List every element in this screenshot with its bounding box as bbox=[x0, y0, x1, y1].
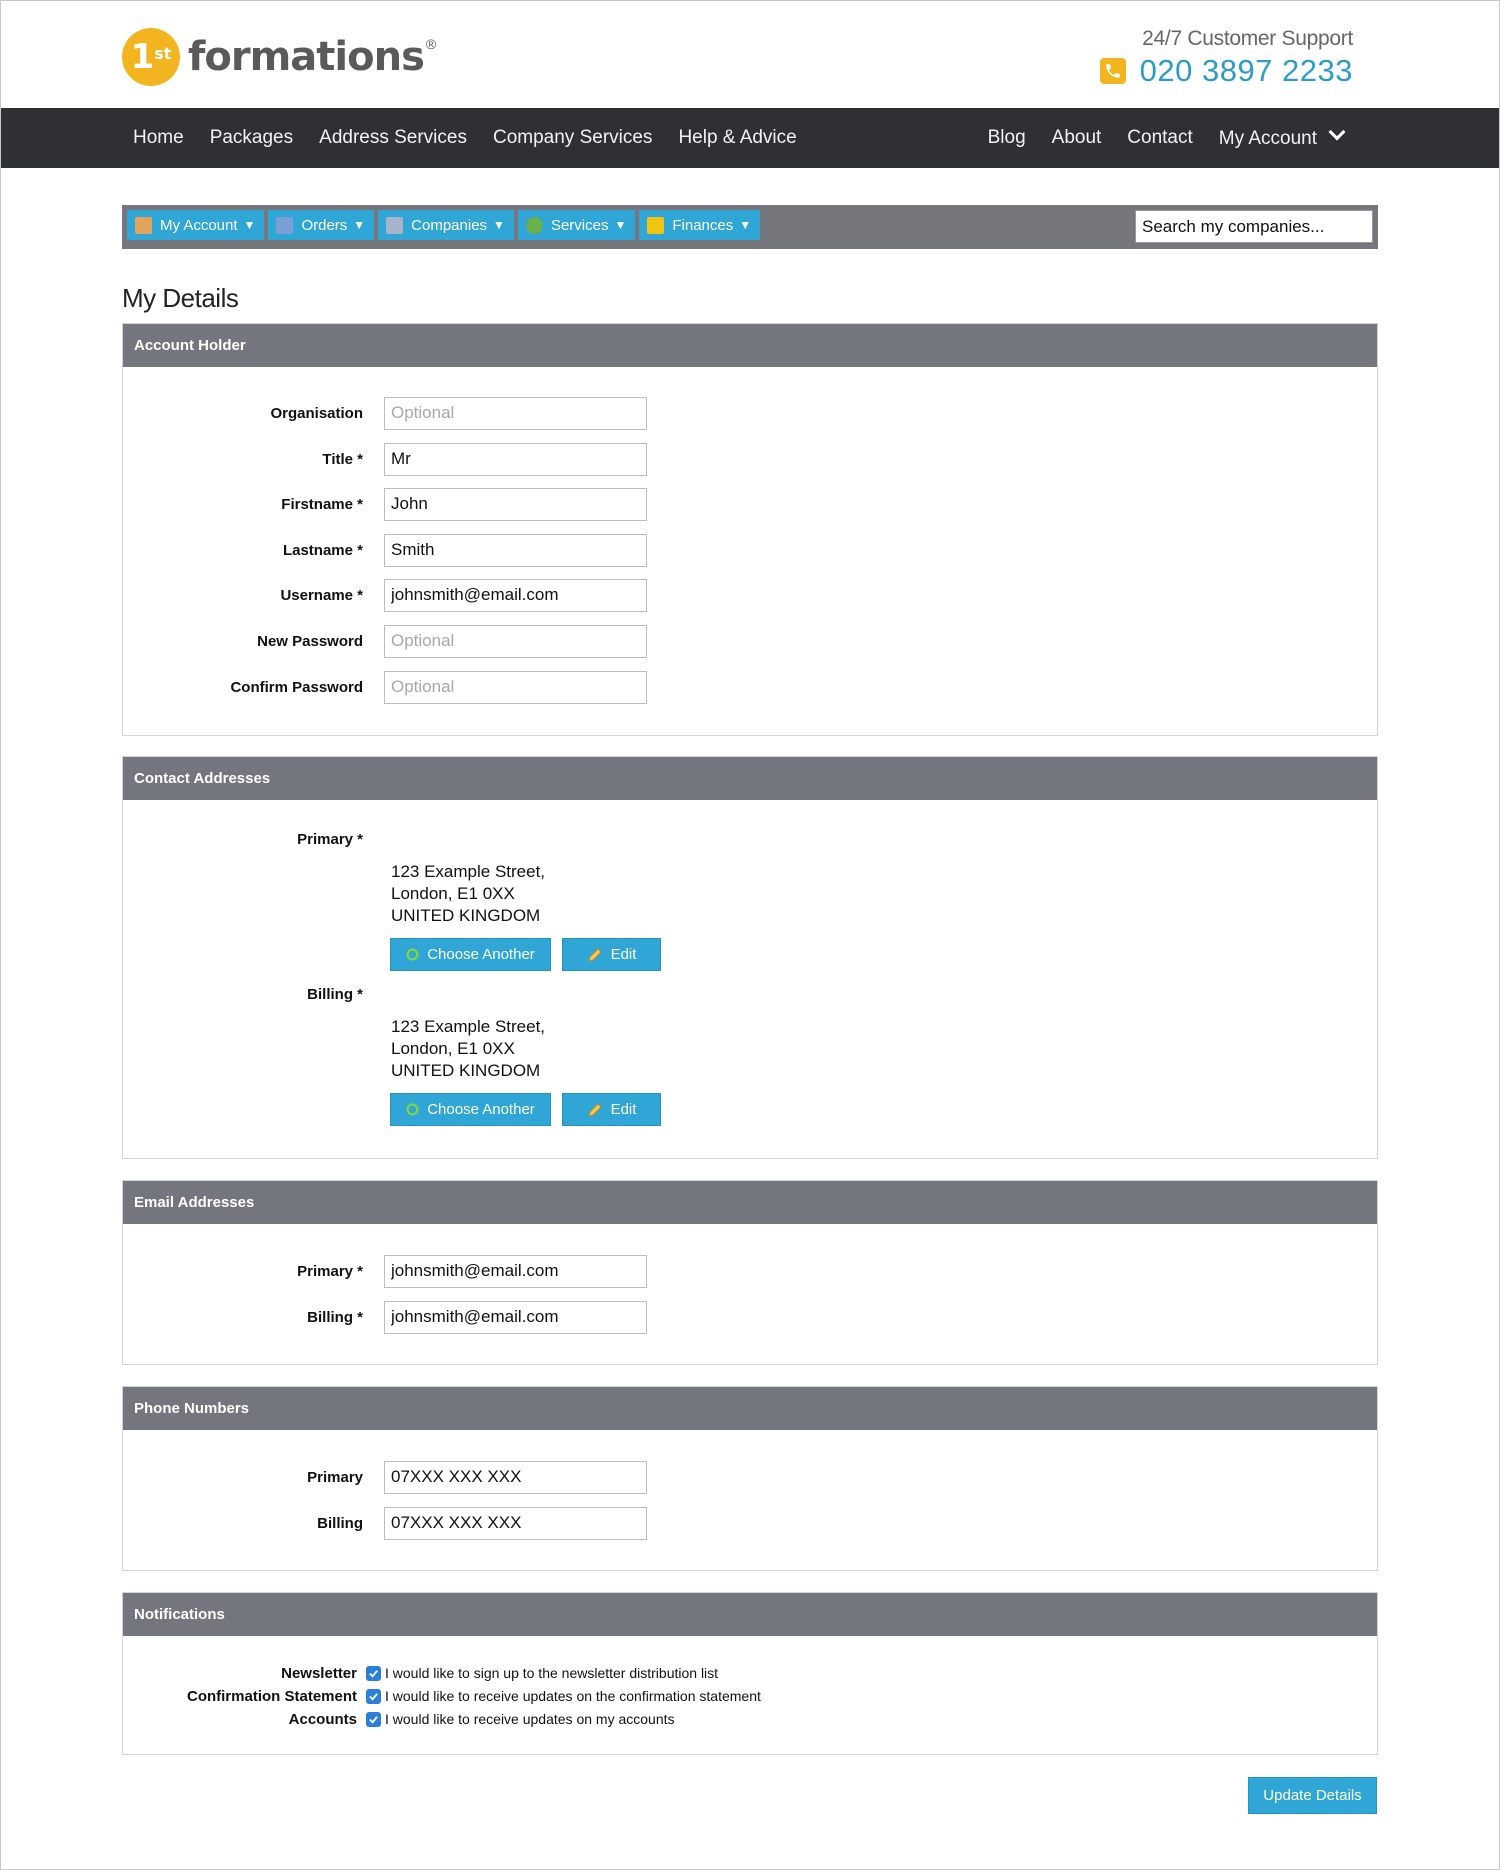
phone-numbers-panel bbox=[122, 1386, 1378, 1571]
confirmation-statement-label: Confirmation Statement bbox=[186, 1687, 357, 1705]
logo-wordmark: formations bbox=[188, 34, 424, 80]
newsletter-checkbox[interactable] bbox=[366, 1666, 381, 1681]
logo-badge bbox=[122, 28, 180, 86]
title-input[interactable] bbox=[384, 443, 647, 476]
customer-support bbox=[1100, 27, 1353, 89]
primary-choose-another-button[interactable] bbox=[390, 938, 551, 971]
account-holder-panel bbox=[122, 323, 1378, 736]
refresh-icon bbox=[406, 1103, 419, 1116]
update-details-button[interactable]: Update Details bbox=[1248, 1777, 1377, 1814]
support-phone-number[interactable]: 020 3897 2233 bbox=[1139, 53, 1353, 88]
pencil-icon bbox=[587, 1102, 603, 1118]
billing-edit-button[interactable] bbox=[562, 1093, 661, 1126]
email-addresses-heading: Email Addresses bbox=[123, 1181, 1377, 1224]
choose-another-label: Choose Another bbox=[427, 1101, 535, 1118]
nav-help-advice[interactable]: Help & Advice bbox=[678, 127, 797, 148]
brand-logo[interactable] bbox=[122, 26, 436, 88]
nav-blog[interactable]: Blog bbox=[987, 127, 1026, 148]
username-input[interactable] bbox=[384, 579, 647, 612]
newsletter-label: Newsletter bbox=[281, 1664, 357, 1682]
address-line: London, E1 0XX bbox=[391, 1039, 515, 1058]
accounts-label: Accounts bbox=[288, 1710, 357, 1728]
accounts-text: I would like to receive updates on my accounts bbox=[385, 1711, 675, 1727]
account-holder-heading: Account Holder bbox=[123, 324, 1377, 367]
phone-numbers-heading: Phone Numbers bbox=[123, 1387, 1377, 1430]
dropdown-arrow-icon: ▼ bbox=[739, 218, 752, 232]
new-password-label: New Password bbox=[257, 632, 363, 650]
main-navigation bbox=[1, 108, 1499, 168]
edit-label: Edit bbox=[610, 946, 637, 963]
notifications-panel bbox=[122, 1592, 1378, 1755]
choose-another-label: Choose Another bbox=[427, 946, 535, 963]
dropdown-arrow-icon: ▼ bbox=[493, 218, 505, 232]
primary-phone-input[interactable] bbox=[384, 1461, 647, 1494]
gear-icon bbox=[526, 217, 543, 234]
new-password-input[interactable] bbox=[384, 625, 647, 658]
lastname-label: Lastname * bbox=[282, 541, 363, 559]
user-icon bbox=[135, 217, 152, 234]
confirm-password-input[interactable] bbox=[384, 671, 647, 704]
menu-services-label: Services bbox=[550, 216, 609, 234]
email-addresses-panel bbox=[122, 1180, 1378, 1365]
newsletter-text: I would like to sign up to the newsletter distribution list bbox=[385, 1665, 719, 1681]
logo-suffix: st bbox=[154, 43, 172, 63]
nav-my-account[interactable] bbox=[1219, 126, 1343, 150]
nav-packages[interactable]: Packages bbox=[209, 127, 294, 148]
username-label: Username * bbox=[280, 586, 363, 604]
dropdown-arrow-icon: ▼ bbox=[243, 218, 256, 232]
firstname-label: Firstname * bbox=[281, 495, 363, 513]
menu-my-account[interactable] bbox=[127, 210, 264, 240]
edit-label: Edit bbox=[610, 1101, 637, 1118]
billing-phone-label: Billing bbox=[317, 1514, 363, 1532]
billing-email-label: Billing * bbox=[307, 1308, 363, 1326]
accounts-checkbox[interactable] bbox=[366, 1712, 381, 1727]
chevron-down-icon bbox=[1329, 124, 1346, 141]
confirmation-statement-checkbox[interactable] bbox=[366, 1689, 381, 1704]
account-toolbar bbox=[122, 205, 1378, 249]
confirm-password-label: Confirm Password bbox=[230, 678, 363, 696]
lastname-input[interactable] bbox=[384, 534, 647, 567]
billing-choose-another-button[interactable] bbox=[390, 1093, 551, 1126]
menu-companies[interactable] bbox=[378, 210, 514, 240]
dropdown-arrow-icon: ▼ bbox=[353, 218, 366, 232]
logo-number: 1 bbox=[130, 37, 155, 77]
primary-email-label: Primary * bbox=[297, 1262, 363, 1280]
nav-contact[interactable]: Contact bbox=[1127, 127, 1193, 148]
nav-address-services[interactable]: Address Services bbox=[319, 127, 467, 148]
primary-address bbox=[391, 861, 545, 927]
organisation-input[interactable] bbox=[384, 397, 647, 430]
billing-email-input[interactable] bbox=[384, 1301, 647, 1334]
support-label: 24/7 Customer Support bbox=[1142, 27, 1353, 50]
nav-home[interactable]: Home bbox=[133, 127, 184, 148]
pencil-icon bbox=[587, 947, 603, 963]
menu-my-account-label: My Account bbox=[160, 216, 238, 234]
contact-addresses-panel bbox=[122, 756, 1378, 1159]
logo-registered-mark: ® bbox=[425, 36, 437, 52]
billing-address-label: Billing * bbox=[307, 985, 363, 1003]
primary-email-input[interactable] bbox=[384, 1255, 647, 1288]
organisation-label: Organisation bbox=[270, 404, 363, 422]
menu-finances[interactable] bbox=[639, 210, 760, 240]
address-line: 123 Example Street, bbox=[391, 1017, 546, 1036]
address-line: 123 Example Street, bbox=[391, 862, 546, 881]
nav-about[interactable]: About bbox=[1051, 127, 1102, 148]
menu-services[interactable] bbox=[518, 210, 635, 240]
billing-address bbox=[391, 1016, 545, 1082]
phone-icon bbox=[1100, 58, 1126, 84]
primary-address-label: Primary * bbox=[297, 830, 363, 848]
refresh-icon bbox=[406, 948, 419, 961]
address-line: UNITED KINGDOM bbox=[391, 906, 541, 925]
contact-addresses-heading: Contact Addresses bbox=[123, 757, 1377, 800]
primary-edit-button[interactable] bbox=[562, 938, 661, 971]
firstname-input[interactable] bbox=[384, 488, 647, 521]
primary-phone-label: Primary bbox=[307, 1468, 363, 1486]
building-icon bbox=[386, 217, 403, 234]
address-line: UNITED KINGDOM bbox=[391, 1061, 541, 1080]
title-label: Title * bbox=[322, 450, 363, 468]
dropdown-arrow-icon: ▼ bbox=[614, 218, 627, 232]
page-title: My Details bbox=[122, 283, 239, 313]
nav-my-account-label: My Account bbox=[1218, 128, 1317, 149]
notifications-heading: Notifications bbox=[123, 1593, 1377, 1636]
nav-company-services[interactable]: Company Services bbox=[492, 127, 653, 148]
menu-orders-label: Orders bbox=[301, 216, 348, 234]
document-icon bbox=[276, 217, 293, 234]
address-line: London, E1 0XX bbox=[391, 884, 515, 903]
coins-icon bbox=[647, 217, 664, 234]
menu-finances-label: Finances bbox=[672, 216, 734, 234]
menu-companies-label: Companies bbox=[411, 216, 488, 234]
company-search-input[interactable] bbox=[1135, 210, 1373, 243]
confirmation-statement-text: I would like to receive updates on the confirmation statement bbox=[385, 1688, 761, 1704]
billing-phone-input[interactable] bbox=[384, 1507, 647, 1540]
menu-orders[interactable] bbox=[268, 210, 374, 240]
